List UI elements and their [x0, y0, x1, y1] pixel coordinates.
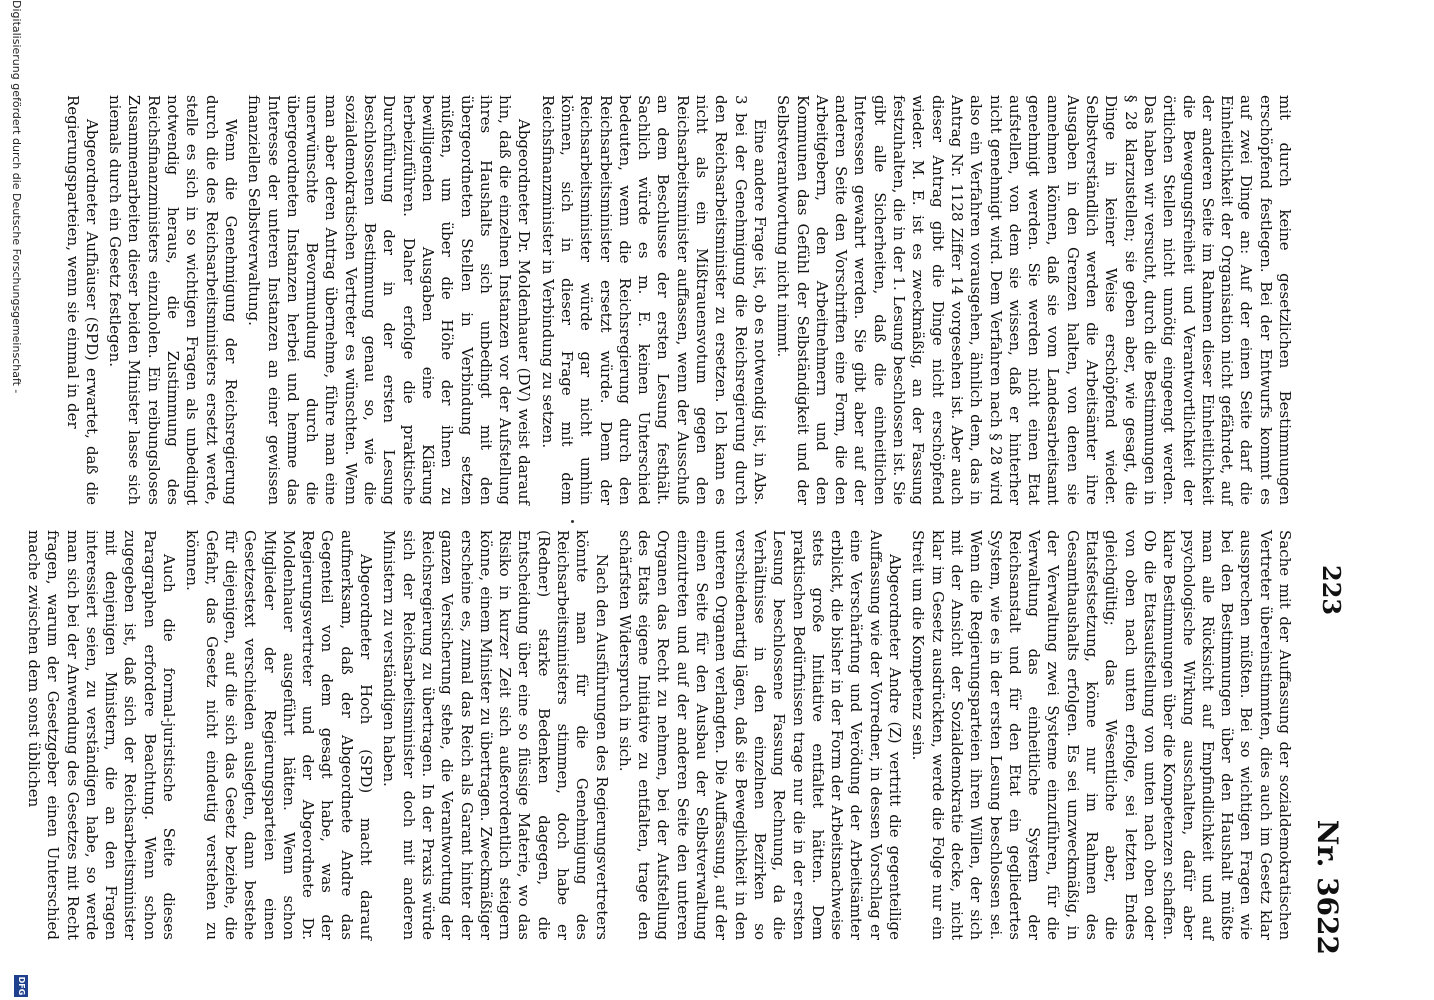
text-column-left [58, 95, 1294, 505]
digitization-footer [8, 0, 28, 1000]
text-column-right [20, 530, 1294, 940]
paragraph: Abgeordneter Aufhäuser (SPD) erwartet, daß die Regierungsparteien, wenn sie einmal in der [63, 95, 101, 505]
paragraph: mit durch keine gesetzlichen Bestimmungen erschöpfend festlegen. Bei der Entwurfs kommt es auf zwei Dinge an: Auf der einen Seite darf die Einheitlichkeit der Organisation nicht gefährdet, auf der anderen Seite im Rahmen dieser Einheitlichkeit die Bewegungsfreiheit und Verantwortlichkeit der örtlichen Stellen nicht unnötig eingeengt werden. Das haben wir versucht, durch die Bestimmungen in § 28 klarzustellen; sie geben aber, wie gesagt, die Dinge in keiner Weise erschöpfend wieder. Selbstverständlich werden die Arbeitsämter ihre Ausgaben in den Grenzen halten, von denen sie annehmen können, daß sie vom Landesarbeitsamt genehmigt werden. Sie werden nicht einen Etat aufstellen, von dem sie wissen, daß er hinterher nicht genehmigt wird. Dem Verfahren nach § 28 wird also ein Verfahren vorausgehen, ähnlich dem, das in Antrag Nr. 1128 Ziffer 14 vorgesehen ist. Aber auch dieser Antrag gibt die Dinge nicht erschöpfend wieder. M. E. ist es zweckmäßig, an der Fassung festzuhalten, die in der 1. Lesung beschlossen ist. Sie gibt alle Sicherheiten, daß die einheitlichen Interessen gewahrt werden. Sie gibt aber auf der anderen Seite den Vorschriften eine Form, die den Arbeitgebern, den Arbeitnehmern und den Kommunen das Gefühl der Selbständigkeit und der Selbstverantwortung nicht nimmt. [774, 95, 1294, 505]
paragraph: Sache mit der Auffassung der sozialdemokratischen Vertreter übereinstimmten, dies auch im Gesetz klar aussprechen müßten. Bei so wichtigen Fragen wie bei den Bestimmungen über den Haushalt müßte man alle Rücksicht auf Empfindlichkeit und auf psychologische Wirkung ausschalten, dafür aber klare Bestimmungen über die Kompetenzen schaffen. Ob die Etatsaufstellung von unten nach oben oder von oben nach unten erfolge, sei letzten Endes gleichgültig; das Wesentliche aber, die Etatsfestsetzung, könne nur im Rahmen des Gesamthaushalts erfolgen. Es sei unzweckmäßig, in der Verwaltung zwei Systeme einzuführen, für die Verwaltung das einheitliche System der Reichsanstalt und für den Etat ein gegliedertes System, wie es in der ersten Lesung beschlossen sei. Wenn die Regierungsparteien ihren Willen, der sich mit der Ansicht der Sozialdemokratie decke, nicht klar im Gesetz ausdrückten, werde die Folge nur ein Streit um die Kompetenz sein. [909, 530, 1294, 940]
paragraph: Nach den Ausführungen des Regierungsvertreters könnte man für die Genehmigung des Reichsarbeitsministers stimmen, doch habe er (Redner) starke Bedenken dagegen, die Entscheidung über eine so flüssige Materie, wo das Risiko in kurzer Zeit sich außerordentlich steigern könne, einem Minister zu übertragen. Zweckmäßiger erscheine es, zumal das Reich als Garant hinter der ganzen Versicherung stehe, die Verantwortung der Reichsregierung zu übertragen. In der Praxis würde sich der Reichsarbeitsminister doch mit anderen Ministern zu verständigen haben. [380, 530, 611, 940]
dfg-logo: DFG [14, 975, 28, 997]
paragraph: Abgeordneter Hoch (SPD) macht darauf aufmerksam, daß der Abgeordnete Andre das Gegenteil von dem gesagt habe, was der Regierungsvertreter und der Abgeordnete Dr. Moldenhauer ausgeführt hätten. Wenn schon Mitglieder der Regierungsparteien einen Gesetzestext verschieden auslegten, dann bestehe für diejenigen, auf die sich das Gesetz beziehe, die Gefahr, das Gesetz nicht eindeutig verstehen zu können. [183, 530, 376, 940]
page-number: 223 [1317, 565, 1346, 616]
paragraph: Abgeordneter Dr. Moldenhauer (DV) weist darauf hin, daß die einzelnen Instanzen vor der Aufstellung ihres Haushalts sich unbedingt mit den übergeordneten Stellen in Verbindung setzen müßten, um über die Höhe der ihnen zu bewilligenden Ausgaben eine Klärung herbeizuführen. Daher erfolge die praktische Durchführung der in der ersten Lesung beschlossenen Bestimmung genau so, wie die sozialdemokratischen Vertreter es wünschten. Wenn man aber deren Antrag übernehme, führe man eine unerwünschte Bevormundung durch die übergeordneten Instanzen herbei und hemme das Interesse der unteren Instanzen an einer gewissen finanziellen Selbstverwaltung. [245, 95, 534, 505]
page-header [1311, 95, 1434, 955]
paragraph: Auch die formal-juristische Seite dieses Paragraphen erfordere Beachtung. Wenn schon zugegeben ist, daß sich der Reichsarbeitsminister mit denjenigen Ministern, die an den Fragen interessiert seien, zu verständigen habe, so werde man sich bei der Anwendung des Gesetzes mit Recht fragen, warum der Gesetzgeber einen Unterschied mache zwischen dem sonst üblichen [25, 530, 179, 940]
footer-text: Digitalisierung gefördert durch die Deutsche Forschungsgemeinschaft - [10, 0, 23, 394]
scan-speck [571, 520, 574, 523]
document-number: Nr. 3622 [1311, 819, 1344, 955]
paragraph: Eine andere Frage ist, ob es notwendig ist, in Abs. 3 bei der Genehmigung die Reichsregierung durch den Reichsarbeitsminister zu ersetzen. Ich kann es nicht als ein Mißtrauensvotum gegen den Reichsarbeitsminister auffassen, wenn der Ausschuß an dem Beschlusse der ersten Lesung festhält. Sachlich würde es m. E. keinen Unterschied bedeuten, wenn die Reichsregierung durch den Reichsarbeitsminister ersetzt würde. Denn der Reichsarbeitsminister würde gar nicht umhin können, sich in dieser Frage mit dem Reichsfinanzminister in Verbindung zu setzen. [538, 95, 769, 505]
paragraph: Wenn die Genehmigung der Reichsregierung durch die des Reichsarbeitsministers ersetzt werde, stelle es sich in so wichtigen Fragen als unbedingt notwendig heraus, die Zustimmung des Reichsfinanzministers einzuholen. Ein reibungsloses Zusammenarbeiten dieser beiden Minister lasse sich niemals durch ein Gesetz festlegen. [106, 95, 240, 505]
paragraph: Abgeordneter Andre (Z) vertritt die gegenteilige Auffassung wie der Vorredner, in dessen Vorschlag er eine Verschärfung und Verödung der Arbeitsämter erblickt, die bisher in der Form der Arbeitsnachweise stets große Initiative entfaltet hätten. Dem praktischen Bedürfnissen trage nur die in der ersten Lesung beschlossene Fassung Rechnung, da die Verhältnisse in den einzelnen Bezirken so verschiedenartig lägen, daß sie Beweglichkeit in den unteren Organen verlangten. Die Auffassung, auf der einen Seite für den Ausbau der Selbstverwaltung einzutreten und auf der anderen Seite den unteren Organen das Recht zu nehmen, bei der Aufstellung des Etats eigene Initiative zu entfalten, trage den schärfsten Widerspruch in sich. [615, 530, 905, 940]
